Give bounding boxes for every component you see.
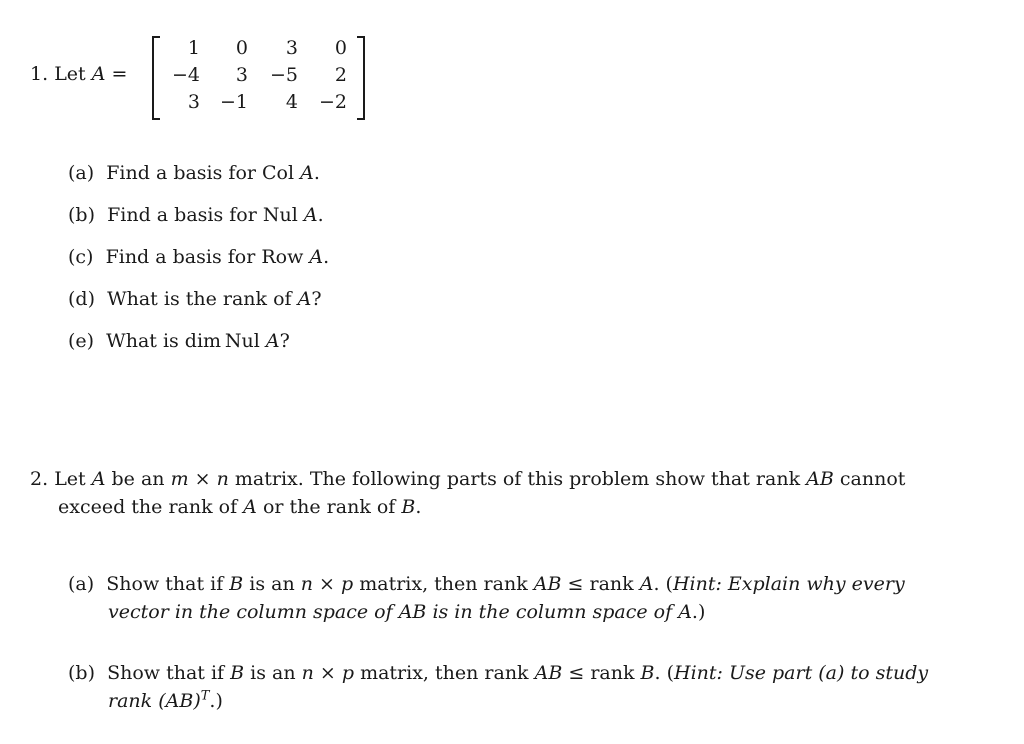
text: rank: [589, 573, 634, 595]
problem-1-part-c: [68, 246, 329, 268]
problem-1-part-b: [68, 204, 324, 226]
problem-number: 1.: [30, 63, 49, 85]
problem-2-part-b-line-2: [108, 687, 223, 715]
matrix-cell: −2: [318, 91, 347, 113]
part-label: (b): [68, 662, 95, 684]
part-var: A: [265, 330, 280, 352]
text: . (: [654, 662, 675, 684]
math-dims: m × n: [170, 468, 229, 490]
matrix-cell: 3: [187, 91, 200, 113]
text: matrix, then rank: [360, 662, 529, 684]
math-dims: n × p: [301, 662, 355, 684]
matrix-cell: 1: [187, 37, 200, 59]
part-text: Find a basis for Row: [105, 246, 304, 268]
text: rank: [590, 662, 635, 684]
problem-2-line-2: [58, 493, 421, 521]
part-text: Find a basis for Nul: [107, 204, 298, 226]
part-label: (e): [68, 330, 95, 352]
hint-text: Hint: Use part (a) to study: [674, 662, 929, 684]
transpose-superscript: T: [200, 688, 210, 704]
matrix-cell: 4: [285, 91, 298, 113]
part-var: A: [309, 246, 324, 268]
part-text: What is the rank of: [107, 288, 292, 310]
part-label: (a): [68, 162, 95, 184]
math-var: B: [401, 496, 416, 518]
hint-text: is in the column space of: [432, 601, 673, 623]
text: .): [209, 690, 223, 712]
text: . (: [653, 573, 673, 595]
math-var: A: [91, 468, 106, 490]
problem-1-part-a: [68, 162, 320, 184]
part-end: .: [313, 162, 320, 184]
text: Let: [54, 468, 86, 490]
part-end: ?: [279, 330, 290, 352]
part-var: A: [300, 162, 314, 184]
part-end: .: [317, 204, 324, 226]
matrix-cell: −5: [269, 64, 298, 86]
math-var: AB: [533, 573, 562, 595]
part-label: (c): [68, 246, 94, 268]
text: matrix. The following parts of this problem show that rank: [234, 468, 801, 490]
text: .: [415, 496, 422, 518]
part-label: (d): [68, 288, 95, 310]
problem-1-part-e: [68, 330, 290, 352]
hint-text: vector in the column space of: [108, 601, 393, 623]
matrix-cell: −4: [171, 64, 200, 86]
text: Show that if: [107, 662, 225, 684]
text: is an: [250, 662, 296, 684]
matrix-left-bracket: [152, 36, 160, 120]
problem-2-part-b-line-1: [68, 659, 928, 687]
matrix-cell: 0: [235, 37, 248, 59]
matrix-cell: 3: [235, 64, 248, 86]
part-var: A: [297, 288, 312, 310]
math-var: B: [229, 573, 244, 595]
text: cannot: [839, 468, 906, 490]
part-label: (a): [68, 573, 95, 595]
math-var: B: [230, 662, 245, 684]
text: exceed the rank of: [58, 496, 238, 518]
text: or the rank of: [262, 496, 396, 518]
math-var: AB: [806, 468, 834, 490]
math-expression: (AB): [158, 690, 201, 712]
part-end: .: [323, 246, 330, 268]
math-symbol: ≤: [568, 662, 585, 684]
text: be an: [111, 468, 165, 490]
part-label: (b): [68, 204, 95, 226]
part-text: What is dim Nul: [106, 330, 260, 352]
problem-number: 2.: [30, 468, 49, 490]
hint-text: Hint: Explain why every: [672, 573, 905, 595]
matrix-cell: 3: [285, 37, 298, 59]
problem-1-part-d: [68, 288, 322, 310]
problem-prefix: Let: [54, 63, 86, 85]
math-var: B: [640, 662, 655, 684]
text: .): [691, 601, 706, 623]
math-var: AB: [398, 601, 427, 623]
problem-1-intro: [30, 63, 127, 85]
problem-2-part-a-line-2: [108, 598, 705, 626]
math-var: A: [678, 601, 692, 623]
part-var: A: [303, 204, 318, 226]
equals-sign: =: [111, 63, 128, 85]
math-symbol: ≤: [567, 573, 584, 595]
part-end: ?: [311, 288, 322, 310]
math-var: AB: [534, 662, 563, 684]
math-var: A: [639, 573, 654, 595]
problem-2-line-1: [30, 465, 905, 493]
text: Show that if: [106, 573, 224, 595]
part-text: Find a basis for Col: [106, 162, 295, 184]
math-dims: n × p: [300, 573, 354, 595]
hint-text: rank: [108, 690, 153, 712]
math-var: A: [243, 496, 257, 518]
matrix-cell: 2: [334, 64, 347, 86]
matrix-cell: −1: [219, 91, 248, 113]
matrix-right-bracket: [357, 36, 365, 120]
problem-2-part-a-line-1: [68, 570, 905, 598]
text: is an: [249, 573, 295, 595]
text: matrix, then rank: [359, 573, 528, 595]
matrix-variable: A: [91, 63, 106, 85]
matrix-cell: 0: [334, 37, 347, 59]
